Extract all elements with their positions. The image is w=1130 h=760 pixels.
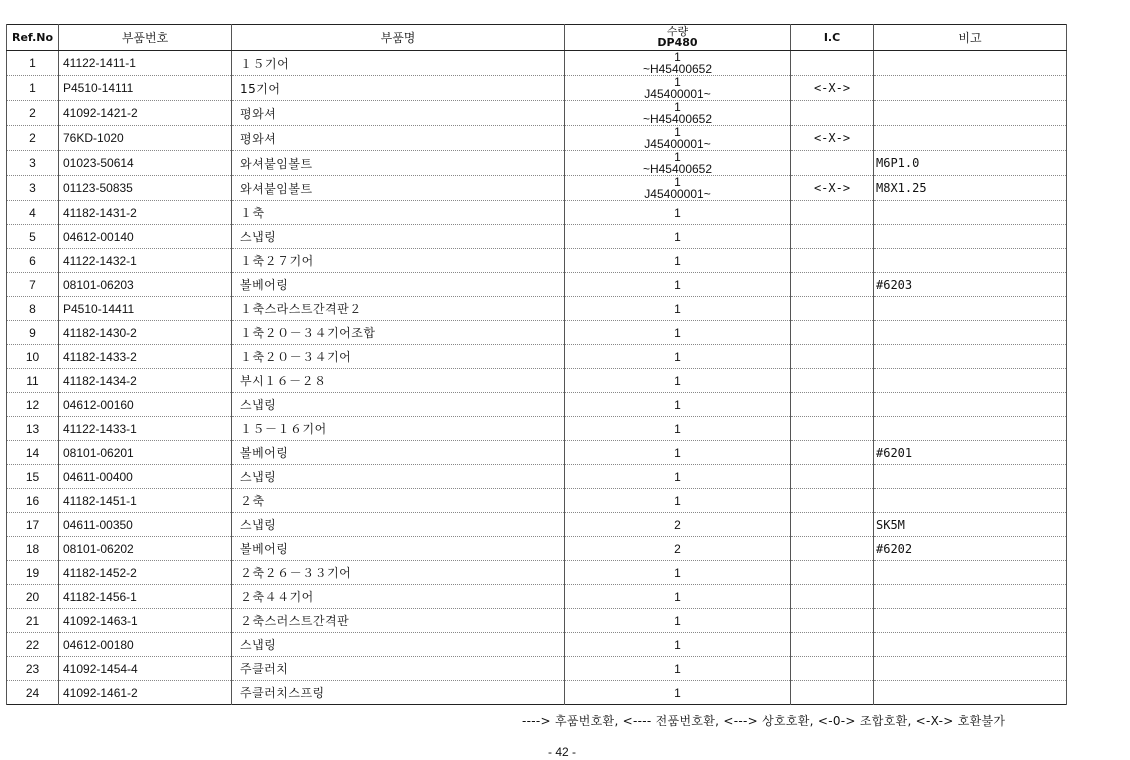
quantity-cell [565,151,791,176]
part-name-cell: 스냅링 [232,513,565,537]
part-name-cell: 주클러치 [232,657,565,681]
quantity-value: 1 [674,349,681,364]
ref-cell: 14 [7,441,59,465]
part-name-cell: 와셔붙임볼트 [232,151,565,176]
interchange-cell [791,225,874,249]
note-cell [874,561,1067,585]
part-number-cell: 41182-1451-1 [59,489,232,513]
part-number-cell: 41092-1463-1 [59,609,232,633]
quantity-value: 1 [674,421,681,436]
ref-cell: 15 [7,465,59,489]
interchange-cell [791,489,874,513]
ref-cell: 13 [7,417,59,441]
interchange-cell [791,417,874,441]
interchange-cell [791,561,874,585]
interchange-cell [791,345,874,369]
ref-cell: 9 [7,321,59,345]
part-number-cell: P4510-14111 [59,76,232,101]
quantity-cell [565,537,791,561]
header-part-name: 부품명 [232,25,565,51]
header-quantity [565,25,791,51]
part-name-cell: １축２７기어 [232,249,565,273]
part-name-cell: １축 [232,201,565,225]
table-row [7,126,1067,151]
note-cell [874,465,1067,489]
interchange-cell [791,681,874,705]
note-cell [874,609,1067,633]
serial-range: ~H45400652 [642,62,713,76]
note-cell [874,126,1067,151]
part-number-cell: 04612-00140 [59,225,232,249]
quantity-cell [565,126,791,151]
table-row [7,249,1067,273]
interchange-cell [791,657,874,681]
part-number-cell: 04611-00400 [59,465,232,489]
table-body [7,51,1067,705]
part-number-cell: 41122-1432-1 [59,249,232,273]
interchange-cell [791,513,874,537]
part-number-cell: 08101-06201 [59,441,232,465]
header-model: DP480 [657,36,698,49]
quantity-value: 1 [674,589,681,604]
interchange-cell [791,609,874,633]
table-row [7,441,1067,465]
part-name-cell: ２축４４기어 [232,585,565,609]
part-number-cell: 01123-50835 [59,176,232,201]
quantity-cell [565,249,791,273]
quantity-cell [565,633,791,657]
part-name-cell: １축２０－３４기어조합 [232,321,565,345]
quantity-value: 1 [674,661,681,676]
note-cell [874,249,1067,273]
note-cell [874,633,1067,657]
interchange-cell [791,51,874,76]
part-name-cell: 스냅링 [232,393,565,417]
interchange-cell [791,273,874,297]
ref-cell: 1 [7,51,59,76]
note-cell [874,393,1067,417]
note-cell [874,201,1067,225]
part-number-cell: 41182-1456-1 [59,585,232,609]
page-number: - 42 - [548,745,577,759]
ref-cell: 20 [7,585,59,609]
quantity-cell [565,513,791,537]
part-number-cell: 41182-1430-2 [59,321,232,345]
header-note: 비고 [874,25,1067,51]
interchange-cell: <-X-> [791,176,874,201]
ref-cell: 21 [7,609,59,633]
quantity-cell [565,345,791,369]
table-row [7,273,1067,297]
ref-cell: 1 [7,76,59,101]
quantity-cell [565,657,791,681]
quantity-cell [565,681,791,705]
serial-range: J45400001~ [644,137,711,151]
part-name-cell: 스냅링 [232,633,565,657]
note-cell [874,369,1067,393]
quantity-cell [565,417,791,441]
quantity-cell [565,225,791,249]
part-name-cell: ２축２６－３３기어 [232,561,565,585]
quantity-value: 1 [674,397,681,412]
table-row [7,225,1067,249]
header-quantity-label: 수량 [666,25,689,38]
note-cell [874,225,1067,249]
quantity-value: 1 [674,50,681,64]
table-row [7,321,1067,345]
quantity-value: 1 [674,253,681,268]
quantity-cell [565,101,791,126]
note-cell: #6203 [874,273,1067,297]
interchange-cell [791,201,874,225]
table-row [7,657,1067,681]
quantity-value: 1 [674,277,681,292]
ref-cell: 11 [7,369,59,393]
quantity-value: 1 [674,150,681,164]
interchange-cell [791,585,874,609]
ref-cell: 3 [7,151,59,176]
part-name-cell: １축２０－３４기어 [232,345,565,369]
part-number-cell: 04612-00180 [59,633,232,657]
ref-cell: 16 [7,489,59,513]
table-row [7,633,1067,657]
quantity-cell [565,585,791,609]
quantity-value: 1 [674,75,681,89]
quantity-value: 1 [674,229,681,244]
table-row [7,369,1067,393]
quantity-cell [565,441,791,465]
part-name-cell: 15기어 [232,76,565,101]
note-cell: SK5M [874,513,1067,537]
part-number-cell: 08101-06202 [59,537,232,561]
table-row [7,51,1067,76]
part-name-cell: １축스라스트간격판２ [232,297,565,321]
part-number-cell: 41182-1434-2 [59,369,232,393]
ref-cell: 10 [7,345,59,369]
parts-table [6,24,1067,705]
table-row [7,417,1067,441]
header-ic: I.C [791,25,874,51]
part-number-cell: 41092-1454-4 [59,657,232,681]
table-row [7,151,1067,176]
ref-cell: 22 [7,633,59,657]
note-cell [874,489,1067,513]
note-cell [874,101,1067,126]
table-row [7,297,1067,321]
table-row [7,201,1067,225]
quantity-value: 1 [674,445,681,460]
note-cell: M8X1.25 [874,176,1067,201]
part-name-cell: 주클러치스프링 [232,681,565,705]
serial-range: J45400001~ [644,187,711,201]
serial-range: ~H45400652 [642,162,713,176]
part-name-cell: 볼베어링 [232,537,565,561]
quantity-cell [565,297,791,321]
quantity-cell [565,273,791,297]
ref-cell: 18 [7,537,59,561]
quantity-cell [565,176,791,201]
quantity-cell [565,489,791,513]
serial-range: ~H45400652 [642,112,713,126]
part-number-cell: 04612-00160 [59,393,232,417]
interchange-cell [791,249,874,273]
part-number-cell: P4510-14411 [59,297,232,321]
ref-cell: 23 [7,657,59,681]
part-number-cell: 41182-1433-2 [59,345,232,369]
ref-cell: 2 [7,101,59,126]
quantity-value: 1 [674,637,681,652]
quantity-value: 1 [674,125,681,139]
note-cell: M6P1.0 [874,151,1067,176]
serial-range: J45400001~ [644,87,711,101]
interchange-cell [791,537,874,561]
note-cell: #6201 [874,441,1067,465]
note-cell [874,345,1067,369]
table-row [7,101,1067,126]
part-number-cell: 08101-06203 [59,273,232,297]
quantity-value: 1 [674,685,681,700]
ref-cell: 3 [7,176,59,201]
header-ref-no: Ref.No [7,25,59,51]
part-number-cell: 41122-1433-1 [59,417,232,441]
table-row [7,393,1067,417]
ref-cell: 7 [7,273,59,297]
part-name-cell: １５기어 [232,51,565,76]
table-row [7,681,1067,705]
ref-cell: 6 [7,249,59,273]
part-name-cell: 볼베어링 [232,273,565,297]
note-cell [874,321,1067,345]
part-number-cell: 41122-1411-1 [59,51,232,76]
quantity-value: 2 [674,541,681,556]
part-name-cell: 스냅링 [232,225,565,249]
part-number-cell: 41092-1461-2 [59,681,232,705]
quantity-value: 1 [674,469,681,484]
ref-cell: 24 [7,681,59,705]
interchange-legend: ----> 후품번호환, <---- 전품번호환, <---> 상호호환, <-0-> 조합호환, <-X-> 호환불가 [522,714,1006,728]
part-number-cell: 41182-1431-2 [59,201,232,225]
quantity-cell [565,51,791,76]
note-cell [874,417,1067,441]
quantity-value: 1 [674,613,681,628]
part-name-cell: 스냅링 [232,465,565,489]
interchange-cell [791,633,874,657]
table-row [7,489,1067,513]
quantity-value: 1 [674,493,681,508]
quantity-cell [565,561,791,585]
ref-cell: 5 [7,225,59,249]
quantity-value: 2 [674,517,681,532]
ref-cell: 17 [7,513,59,537]
ref-cell: 4 [7,201,59,225]
header-part-no: 부품번호 [59,25,232,51]
quantity-value: 1 [674,301,681,316]
part-name-cell: 부시１６－２８ [232,369,565,393]
interchange-cell: <-X-> [791,126,874,151]
part-number-cell: 04611-00350 [59,513,232,537]
table-row [7,585,1067,609]
interchange-cell: <-X-> [791,76,874,101]
quantity-cell [565,393,791,417]
ref-cell: 8 [7,297,59,321]
table-row [7,176,1067,201]
part-name-cell: 평와셔 [232,126,565,151]
quantity-value: 1 [674,175,681,189]
table-row [7,609,1067,633]
table-header [7,25,1067,51]
note-cell: #6202 [874,537,1067,561]
part-number-cell: 41092-1421-2 [59,101,232,126]
interchange-cell [791,465,874,489]
part-name-cell: 볼베어링 [232,441,565,465]
quantity-value: 1 [674,205,681,220]
note-cell [874,297,1067,321]
ref-cell: 12 [7,393,59,417]
table-row [7,345,1067,369]
quantity-cell [565,609,791,633]
table-row [7,76,1067,101]
part-number-cell: 76KD-1020 [59,126,232,151]
part-name-cell: ２축 [232,489,565,513]
part-name-cell: 와셔붙임볼트 [232,176,565,201]
quantity-cell [565,465,791,489]
quantity-cell [565,76,791,101]
ref-cell: 19 [7,561,59,585]
quantity-cell [565,321,791,345]
interchange-cell [791,393,874,417]
interchange-cell [791,441,874,465]
table-row [7,537,1067,561]
ref-cell: 2 [7,126,59,151]
part-name-cell: 평와셔 [232,101,565,126]
quantity-value: 1 [674,325,681,340]
note-cell [874,76,1067,101]
interchange-cell [791,151,874,176]
part-number-cell: 01023-50614 [59,151,232,176]
quantity-cell [565,369,791,393]
note-cell [874,657,1067,681]
quantity-value: 1 [674,565,681,580]
interchange-cell [791,321,874,345]
note-cell [874,51,1067,76]
part-name-cell: ２축스러스트간격판 [232,609,565,633]
note-cell [874,585,1067,609]
interchange-cell [791,101,874,126]
table-row [7,513,1067,537]
note-cell [874,681,1067,705]
interchange-cell [791,369,874,393]
quantity-cell [565,201,791,225]
interchange-cell [791,297,874,321]
table-row [7,465,1067,489]
quantity-value: 1 [674,373,681,388]
quantity-value: 1 [674,100,681,114]
table-row [7,561,1067,585]
part-name-cell: １５－１６기어 [232,417,565,441]
part-number-cell: 41182-1452-2 [59,561,232,585]
